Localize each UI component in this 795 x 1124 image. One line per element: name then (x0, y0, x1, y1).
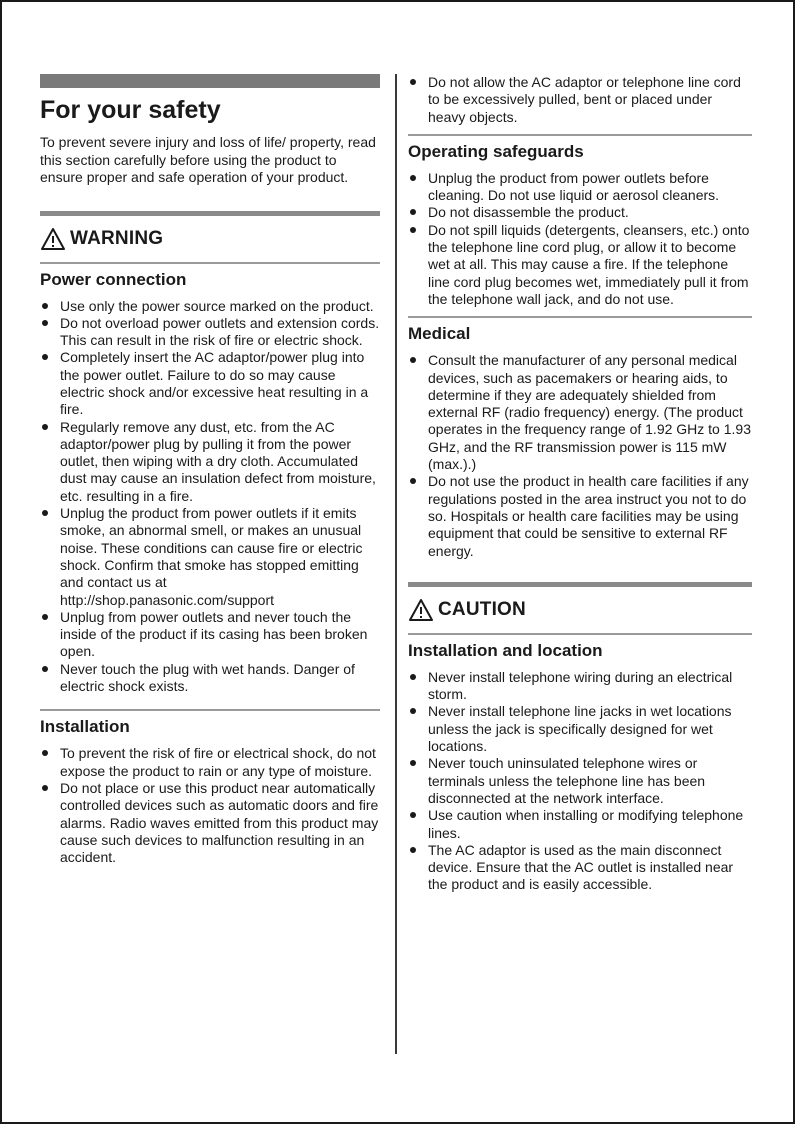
bullet-icon (42, 320, 48, 326)
list-item: Consult the manufacturer of any personal medical devices, such as pacemakers or hearing aids, to determine if they are adequately shielded from external RF (radio frequency) energy. (The product operates in the frequency range of 1.92 GHz to 1.93 GHz, and the RF transmission power is 115 mW (max.).) (408, 352, 752, 473)
bullet-icon (410, 812, 416, 818)
sub-rule (408, 134, 752, 136)
bullet-icon (42, 303, 48, 309)
bullet-icon (410, 357, 416, 363)
sub-rule (408, 633, 752, 635)
installation-location-list (408, 669, 752, 894)
list-item: The AC adaptor is used as the main disconnect device. Ensure that the AC outlet is installed near the product and is easily accessible. (408, 842, 752, 894)
bullet-icon (410, 478, 416, 484)
section-rule (40, 211, 380, 216)
warning-label: WARNING (70, 227, 164, 249)
caution-triangle-icon (408, 598, 434, 622)
bullet-icon (410, 175, 416, 181)
bullet-icon (410, 847, 416, 853)
bullet-icon (410, 674, 416, 680)
bullet-icon (42, 510, 48, 516)
bullet-icon (410, 708, 416, 714)
operating-safeguards-heading: Operating safeguards (408, 141, 584, 161)
list-item: Use only the power source marked on the product. (40, 298, 380, 315)
installation-location-heading: Installation and location (408, 640, 603, 660)
list-item: To prevent the risk of fire or electrical shock, do not expose the product to rain or any type of moisture. (40, 745, 380, 780)
bullet-icon (42, 354, 48, 360)
left-column (40, 74, 380, 866)
bullet-icon (42, 785, 48, 791)
bullet-icon (42, 614, 48, 620)
bullet-icon (410, 209, 416, 215)
medical-list (408, 352, 752, 560)
warning-heading (40, 226, 380, 252)
power-connection-list (40, 298, 380, 696)
operating-safeguards-list (408, 170, 752, 308)
page-title: For your safety (40, 96, 221, 124)
intro-text: To prevent severe injury and loss of life/ property, read this section carefully before using the product to ensure proper and safe operation of your product. (40, 134, 376, 185)
continued-list (408, 74, 752, 126)
list-item: Unplug the product from power outlets before cleaning. Do not use liquid or aerosol cleaners. (408, 170, 752, 205)
list-item: Do not overload power outlets and extension cords. This can result in the risk of fire or electric shock. (40, 315, 380, 350)
list-item: Unplug the product from power outlets if it emits smoke, an abnormal smell, or makes an unusual noise. These conditions can cause fire or electric shock. Confirm that smoke has stopped emitting and contact us at http://shop.panasonic.com/support (40, 505, 380, 609)
list-item: Never install telephone line jacks in wet locations unless the jack is specifically designed for wet locations. (408, 703, 752, 755)
sub-rule (408, 316, 752, 318)
installation-list (40, 745, 380, 866)
list-item: Regularly remove any dust, etc. from the AC adaptor/power plug by pulling it from the power outlet, then wiping with a dry cloth. Accumulated dust may cause an insulation defect from moisture, etc. resulting in a fire. (40, 419, 380, 505)
list-item: Use caution when installing or modifying telephone lines. (408, 807, 752, 842)
bullet-icon (42, 424, 48, 430)
right-column (408, 74, 752, 894)
list-item: Never install telephone wiring during an electrical storm. (408, 669, 752, 704)
list-item: Never touch the plug with wet hands. Danger of electric shock exists. (40, 661, 380, 696)
list-item: Do not disassemble the product. (408, 204, 752, 221)
medical-heading: Medical (408, 324, 471, 344)
bullet-icon (410, 227, 416, 233)
bullet-icon (42, 750, 48, 756)
list-item: Do not place or use this product near automatically controlled devices such as automatic doors and fire alarms. Radio waves emitted from this product may cause such devices to malfunction resulting in an accident. (40, 780, 380, 866)
caution-label: CAUTION (438, 598, 526, 620)
warning-triangle-icon (40, 227, 66, 251)
list-item: Never touch uninsulated telephone wires or terminals unless the telephone line has been disconnected at the network interface. (408, 755, 752, 807)
list-item: Do not use the product in health care facilities if any regulations posted in the area instruct you not to do so. Hospitals or health care facilities may be using equipment that could be sensitive to external RF energy. (408, 473, 752, 559)
section-rule (408, 582, 752, 587)
list-item: Do not allow the AC adaptor or telephone line cord to be excessively pulled, bent or placed under heavy objects. (408, 74, 752, 126)
power-connection-heading: Power connection (40, 269, 187, 289)
sub-rule (40, 262, 380, 264)
column-divider (395, 74, 397, 1054)
bullet-icon (410, 79, 416, 85)
installation-heading: Installation (40, 717, 130, 737)
sub-rule (40, 709, 380, 711)
bullet-icon (42, 666, 48, 672)
list-item: Completely insert the AC adaptor/power plug into the power outlet. Failure to do so may cause electric shock and/or excessive heat resulting in a fire. (40, 349, 380, 418)
bullet-icon (410, 760, 416, 766)
title-bar (40, 74, 380, 88)
list-item: Unplug from power outlets and never touch the inside of the product if its casing has been broken open. (40, 609, 380, 661)
caution-heading (408, 597, 752, 623)
list-item: Do not spill liquids (detergents, cleansers, etc.) onto the telephone line cord plug, or allow it to become wet at all. This may cause a fire. If the telephone line cord plug becomes wet, immediately pull it from the telephone wall jack, and do not use. (408, 222, 752, 308)
